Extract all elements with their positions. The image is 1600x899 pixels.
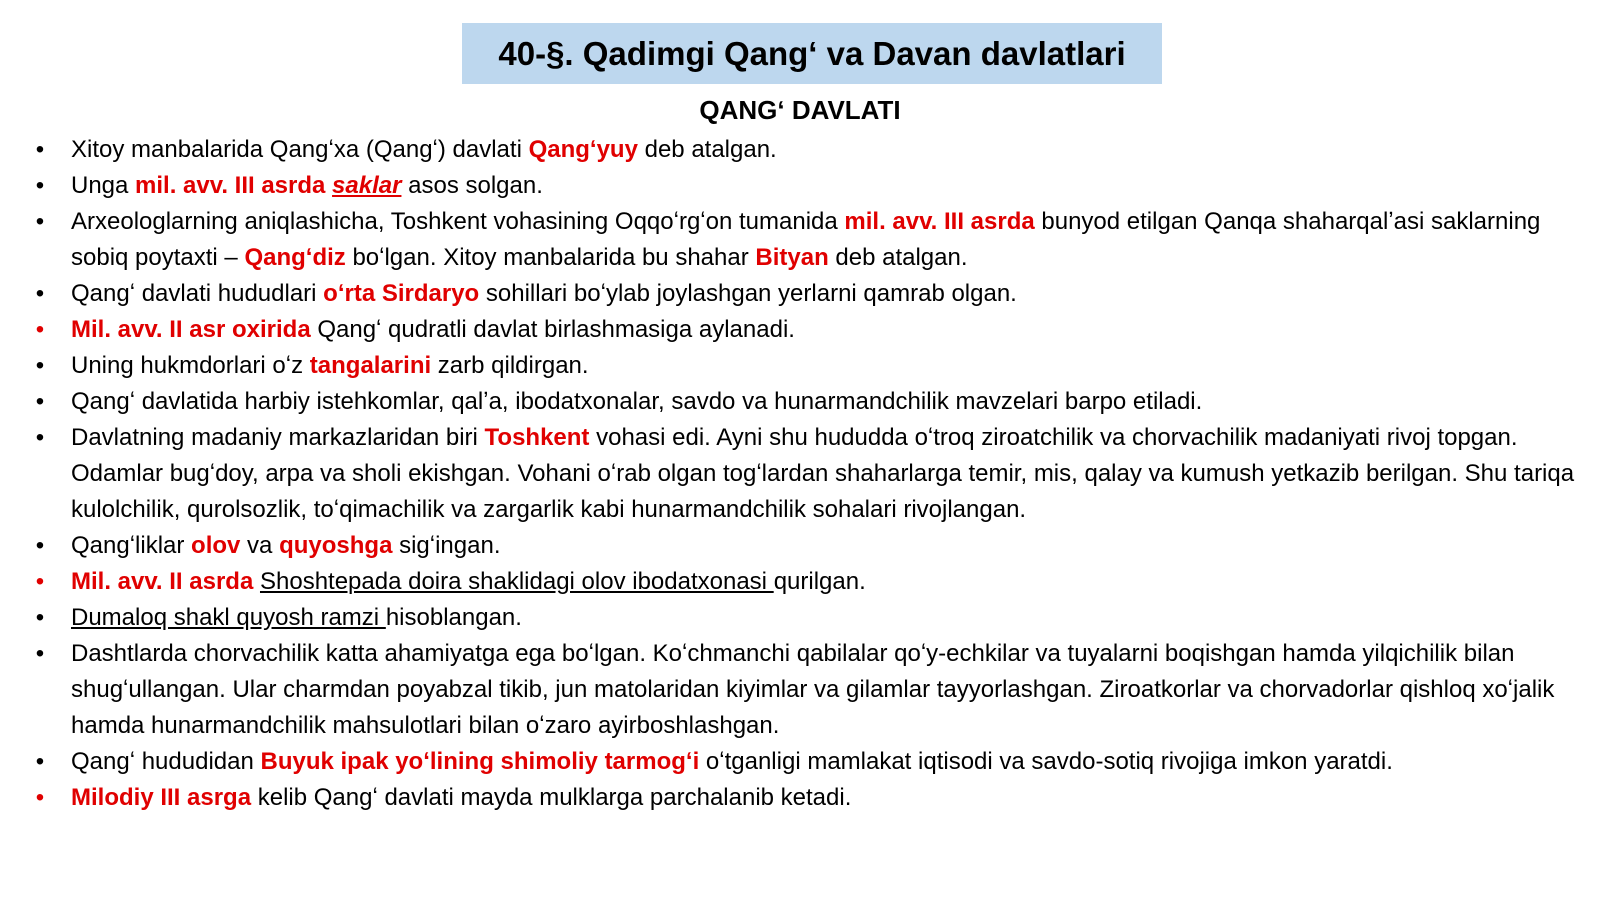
highlighted-text: saklar (332, 172, 402, 199)
text-run: bunyod etilgan Qanqa shaharqalʼasi saklarning sobiq poytaxti – (71, 208, 1541, 271)
text-run: Arxeologlarning aniqlashicha, Toshkent vohasining Oqqoʻrgʻon tumanida (71, 208, 845, 235)
text-run: sohillari boʻylab joylashgan yerlarni qamrab olgan. (479, 280, 1017, 307)
title-banner (462, 23, 1162, 84)
text-run: Uning hukmdorlari oʻz (71, 352, 310, 379)
highlighted-text: quyoshga (279, 532, 393, 559)
highlighted-text: Qangʻdiz (244, 244, 346, 271)
highlighted-text: Mil. avv. II asrda (71, 568, 254, 595)
text-run: boʻlgan. Xitoy manbalarida bu shahar (345, 244, 756, 271)
list-item (30, 312, 1590, 348)
highlighted-text: tangalarini (309, 352, 432, 379)
text-run: asos solgan. (401, 172, 543, 199)
page-title: 40-§. Qadimgi Qangʻ va Davan davlatlari (498, 34, 1126, 72)
section-heading: QANGʻ DAVLATI (699, 95, 901, 125)
text-run: hisoblangan. (385, 604, 522, 631)
bullet-icon: • (35, 316, 45, 343)
text-run: Unga (71, 172, 136, 199)
highlighted-text: Bityan (755, 244, 829, 271)
bullet-icon: • (35, 388, 45, 415)
list-item (30, 384, 1590, 420)
highlighted-text: Qangʻyuy (528, 136, 638, 163)
text-run (253, 568, 260, 595)
text-run: vohasi edi. Ayni shu hududda oʻtroq ziroatchilik va chorvachilik madaniyati rivoj topgan. Odamlar bugʻdoy, arpa va sholi ekishgan. Vohani oʻrab olgan togʻlardan shaharlarga temir, mis, qalay va kumush yetkazib berilgan. Shu tariqa kulolchilik, qurolsozlik, toʻqimachilik va zargarlik kabi hunarmandchilik sohalari rivojlangan. (71, 424, 1575, 523)
list-item (30, 600, 1590, 636)
text-run: Qangʻ davlati hududlari (71, 280, 324, 307)
highlighted-text: olov (191, 532, 241, 559)
bullet-icon: • (35, 568, 45, 595)
list-item (30, 636, 1590, 744)
text-run: oʻtganligi mamlakat iqtisodi va savdo-sotiq rivojiga imkon yaratdi. (699, 748, 1393, 775)
list-item (30, 528, 1590, 564)
list-item (30, 348, 1590, 384)
list-item (30, 744, 1590, 780)
bullet-icon: • (35, 748, 45, 775)
highlighted-text: Milodiy III asrga (71, 784, 252, 811)
text-run: Qangʻ davlatida harbiy istehkomlar, qalʼa, ibodatxonalar, savdo va hunarmandchilik mavzelari barpo etiladi. (71, 388, 1203, 415)
bullet-icon: • (35, 424, 45, 451)
text-run: va (240, 532, 280, 559)
text-run: Davlatning madaniy markazlaridan biri (71, 424, 485, 451)
text-run: sigʻingan. (392, 532, 501, 559)
text-run: kelib Qangʻ davlati mayda mulklarga parchalanib ketadi. (251, 784, 852, 811)
text-run: Qangʻliklar (71, 532, 192, 559)
highlighted-text: Mil. avv. II asr oxirida (71, 316, 311, 343)
highlighted-text: Dumaloq shakl quyosh ramzi (71, 604, 386, 631)
text-run: deb atalgan. (828, 244, 968, 271)
list-item (30, 204, 1590, 276)
bullet-list (30, 132, 1590, 816)
bullet-icon: • (35, 604, 45, 631)
bullet-icon: • (35, 208, 45, 235)
text-run: Xitoy manbalarida Qangʻxa (Qangʻ) davlati (71, 136, 529, 163)
text-run: Qangʻ hududidan (71, 748, 261, 775)
list-item (30, 780, 1590, 816)
highlighted-text: mil. avv. III asrda (844, 208, 1035, 235)
bullet-icon: • (35, 640, 45, 667)
list-item (30, 420, 1590, 528)
list-item (30, 564, 1590, 600)
list-item (30, 276, 1590, 312)
highlighted-text: Toshkent (484, 424, 590, 451)
text-run: Dashtlarda chorvachilik katta ahamiyatga ega boʻlgan. Koʻchmanchi qabilalar qoʻy-echkilar va tuyalarni boqishgan hamda yilqichilik bilan shugʻullangan. Ular charmdan poyabzal tikib, jun matolaridan kiyimlar va gilamlar tayyorlashgan. Ziroatkorlar va chorvadorlar qishloq xoʻjalik hamda hunarmandchilik mahsulotlari bilan oʻzaro ayirboshlashgan. (71, 640, 1555, 739)
bullet-icon: • (35, 172, 45, 199)
bullet-icon: • (35, 784, 45, 811)
list-item (30, 132, 1590, 168)
text-run: Qangʻ qudratli davlat birlashmasiga aylanadi. (310, 316, 795, 343)
bullet-icon: • (35, 532, 45, 559)
highlighted-text: Shoshtepada doira shaklidagi olov ibodatxonasi (259, 568, 774, 595)
bullet-icon: • (35, 352, 45, 379)
highlighted-text: Buyuk ipak yoʻlining shimoliy tarmogʻi (260, 748, 700, 775)
highlighted-text: mil. avv. III asrda (135, 172, 326, 199)
text-run: deb atalgan. (637, 136, 777, 163)
bullet-icon: • (35, 280, 45, 307)
list-item (30, 168, 1590, 204)
highlighted-text: oʻrta Sirdaryo (323, 280, 480, 307)
text-run: zarb qildirgan. (431, 352, 589, 379)
bullet-icon: • (35, 136, 45, 163)
text-run: qurilgan. (773, 568, 866, 595)
